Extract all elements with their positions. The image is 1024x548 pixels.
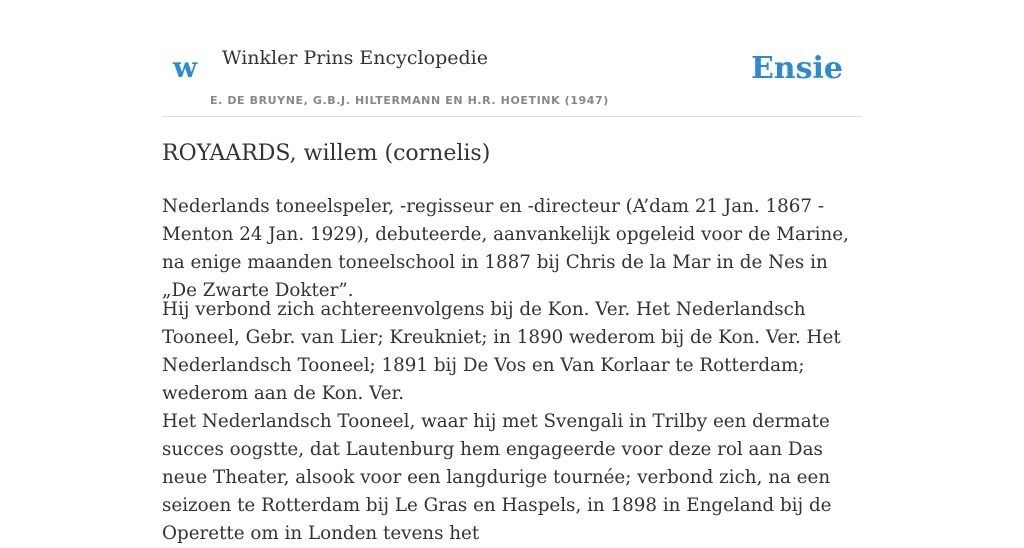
- entry-paragraph-1: Nederlands toneelspeler, -regisseur en -directeur (A’dam 21 Jan. 1867 - Menton 24 Jan. 1929), debuteerde, aanvankelijk opgeleid voor de Marine, na enige maanden toneelschool in 1887 bij Chris de la Mar in de Nes in „De Zwarte Dokter”.: [162, 196, 849, 301]
- ensie-logo-link[interactable]: Ensie: [750, 51, 843, 86]
- book-authors: E. DE BRUYNE, G.B.J. HILTERMANN EN H.R. HOETINK (1947): [210, 94, 609, 107]
- entry-title: ROYAARDS, willem (cornelis): [162, 141, 491, 166]
- header: [162, 0, 862, 117]
- entry-paragraph-3: Het Nederlandsch Tooneel, waar hij met Svengali in Trilby een dermate succes oogstte, dat Lautenburg hem engageerde voor deze rol aan Das neue Theater, alsook voor een langdurige tournée; verbond zich, na een seizoen te Rotterdam bij Le Gras en Haspels, in 1898 in Engeland bij de Operette om in Londen tevens het: [162, 411, 832, 544]
- book-title-link[interactable]: Winkler Prins Encyclopedie: [222, 47, 488, 69]
- winkler-prins-logo[interactable]: w: [173, 51, 198, 84]
- entry-paragraph-2: Hij verbond zich achtereenvolgens bij de Kon. Ver. Het Nederlandsch Tooneel, Gebr. van Lier; Kreukniet; in 1890 wederom bij de Kon. Ver. Het Nederlandsch Tooneel; 1891 bij De Vos en Van Korlaar te Rotterdam; wederom aan de Kon. Ver.: [162, 299, 841, 404]
- page: [162, 0, 862, 544]
